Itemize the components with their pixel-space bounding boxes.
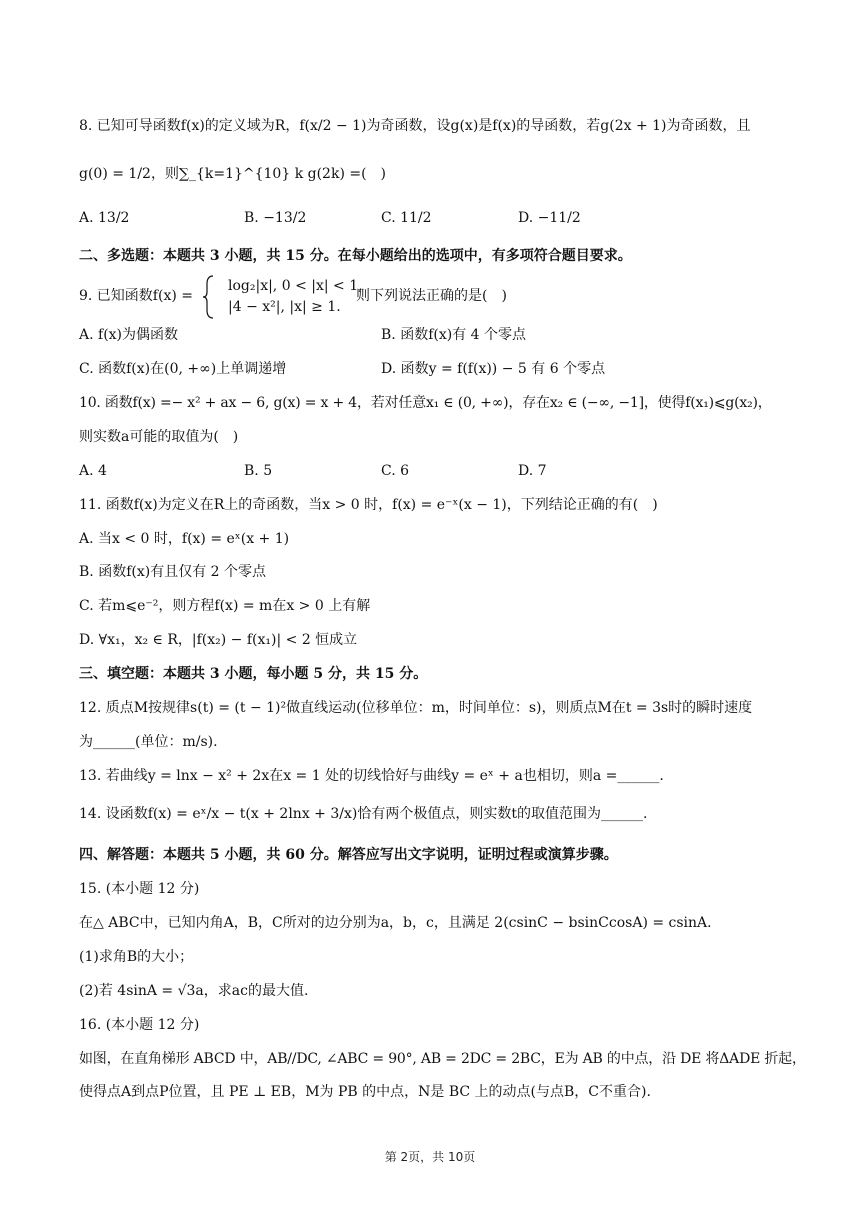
q9-option-a: A. f(x)为偶函数 xyxy=(79,327,179,343)
q8-line1: 8. 已知可导函数f(x)的定义域为R，f(x/2 − 1)为奇函数，设g(x)是f(x)的导函数，若g(2x + 1)为奇函数，且 xyxy=(79,118,751,134)
q15-heading: 15. (本小题 12 分) xyxy=(79,881,200,897)
q9-option-b: B. 函数f(x)有 4 个零点 xyxy=(381,327,526,343)
q12-line1: 12. 质点M按规律s(t) = (t − 1)²做直线运动(位移单位：m，时间单位：s)，则质点M在t = 3s时的瞬时速度 xyxy=(79,700,753,716)
section-4-heading: 四、解答题：本题共 5 小题，共 60 分。解答应写出文字说明，证明过程或演算步骤。 xyxy=(79,847,618,863)
q11-line1: 11. 函数f(x)为定义在R上的奇函数，当x > 0 时，f(x) = e⁻ˣ(x − 1)，下列结论正确的有( ) xyxy=(79,497,658,513)
q11-option-c: C. 若m⩽e⁻²，则方程f(x) = m在x > 0 上有解 xyxy=(79,598,371,614)
q10-option-b: B. 5 xyxy=(244,463,273,479)
q11-option-b: B. 函数f(x)有且仅有 2 个零点 xyxy=(79,564,266,580)
q8-line2: g(0) = 1/2，则∑_{k=1}^{10} k g(2k) =( ) xyxy=(79,166,387,182)
q9-case2: |4 − x²|, |x| ≥ 1. xyxy=(228,299,341,315)
q11-option-a: A. 当x < 0 时，f(x) = eˣ(x + 1) xyxy=(79,531,290,547)
q16-heading: 16. (本小题 12 分) xyxy=(79,1017,200,1033)
q8-option-c: C. 11/2 xyxy=(381,210,432,226)
section-3-heading: 三、填空题：本题共 3 小题，每小题 5 分，共 15 分。 xyxy=(79,666,428,682)
q10-option-d: D. 7 xyxy=(518,463,547,479)
q10-line1: 10. 函数f(x) =− x² + ax − 6, g(x) = x + 4，若对任意x₁ ∈ (0, +∞)，存在x₂ ∈ (−∞, −1]，使得f(x₁)⩽g(x₂)， xyxy=(79,395,772,411)
q13-text: 13. 若曲线y = lnx − x² + 2x在x = 1 处的切线恰好与曲线y = eˣ + a也相切，则a =______. xyxy=(79,768,664,784)
q10-option-a: A. 4 xyxy=(79,463,107,479)
q14-text: 14. 设函数f(x) = eˣ/x − t(x + 2lnx + 3/x)恰有两个极值点，则实数t的取值范围为______. xyxy=(79,806,648,822)
q15-part2: (2)若 4sinA = √3a，求ac的最大值. xyxy=(79,983,309,999)
q10-line2: 则实数a可能的取值为( ) xyxy=(79,429,239,445)
q11-option-d: D. ∀x₁，x₂ ∈ R，|f(x₂) − f(x₁)| < 2 恒成立 xyxy=(79,632,358,648)
q9-option-c: C. 函数f(x)在(0, +∞)上单调递增 xyxy=(79,361,287,377)
q9-brace xyxy=(202,274,216,320)
q9-case1: log₂|x|, 0 < |x| < 1, xyxy=(228,278,363,294)
q12-line2: 为______(单位：m/s). xyxy=(79,734,218,750)
q8-option-a: A. 13/2 xyxy=(79,210,130,226)
q15-body: 在△ ABC中，已知内角A，B，C所对的边分别为a，b，c，且满足 2(csinC − bsinCcosA) = csinA. xyxy=(79,915,712,931)
q8-option-b: B. −13/2 xyxy=(244,210,307,226)
q8-option-d: D. −11/2 xyxy=(518,210,581,226)
page-footer: 第 2页，共 10页 xyxy=(384,1150,476,1164)
q9-option-d: D. 函数y = f(f(x)) − 5 有 6 个零点 xyxy=(381,361,606,377)
q9-suffix: 则下列说法正确的是( ) xyxy=(356,288,507,304)
q16-line2: 使得点A到点P位置，且 PE ⊥ EB，M为 PB 的中点，N是 BC 上的动点(与点B，C不重合). xyxy=(79,1084,651,1100)
q10-option-c: C. 6 xyxy=(381,463,410,479)
section-2-heading: 二、多选题：本题共 3 小题，共 15 分。在每小题给出的选项中，有多项符合题目要求。 xyxy=(79,248,632,264)
q16-line1: 如图，在直角梯形 ABCD 中，AB//DC, ∠ABC = 90°, AB = 2DC = 2BC，E为 AB 的中点，沿 DE 将ΔADE 折起， xyxy=(79,1051,806,1067)
q9-prefix: 9. 已知函数f(x) = xyxy=(79,288,193,304)
q15-part1: (1)求角B的大小； xyxy=(79,949,194,965)
